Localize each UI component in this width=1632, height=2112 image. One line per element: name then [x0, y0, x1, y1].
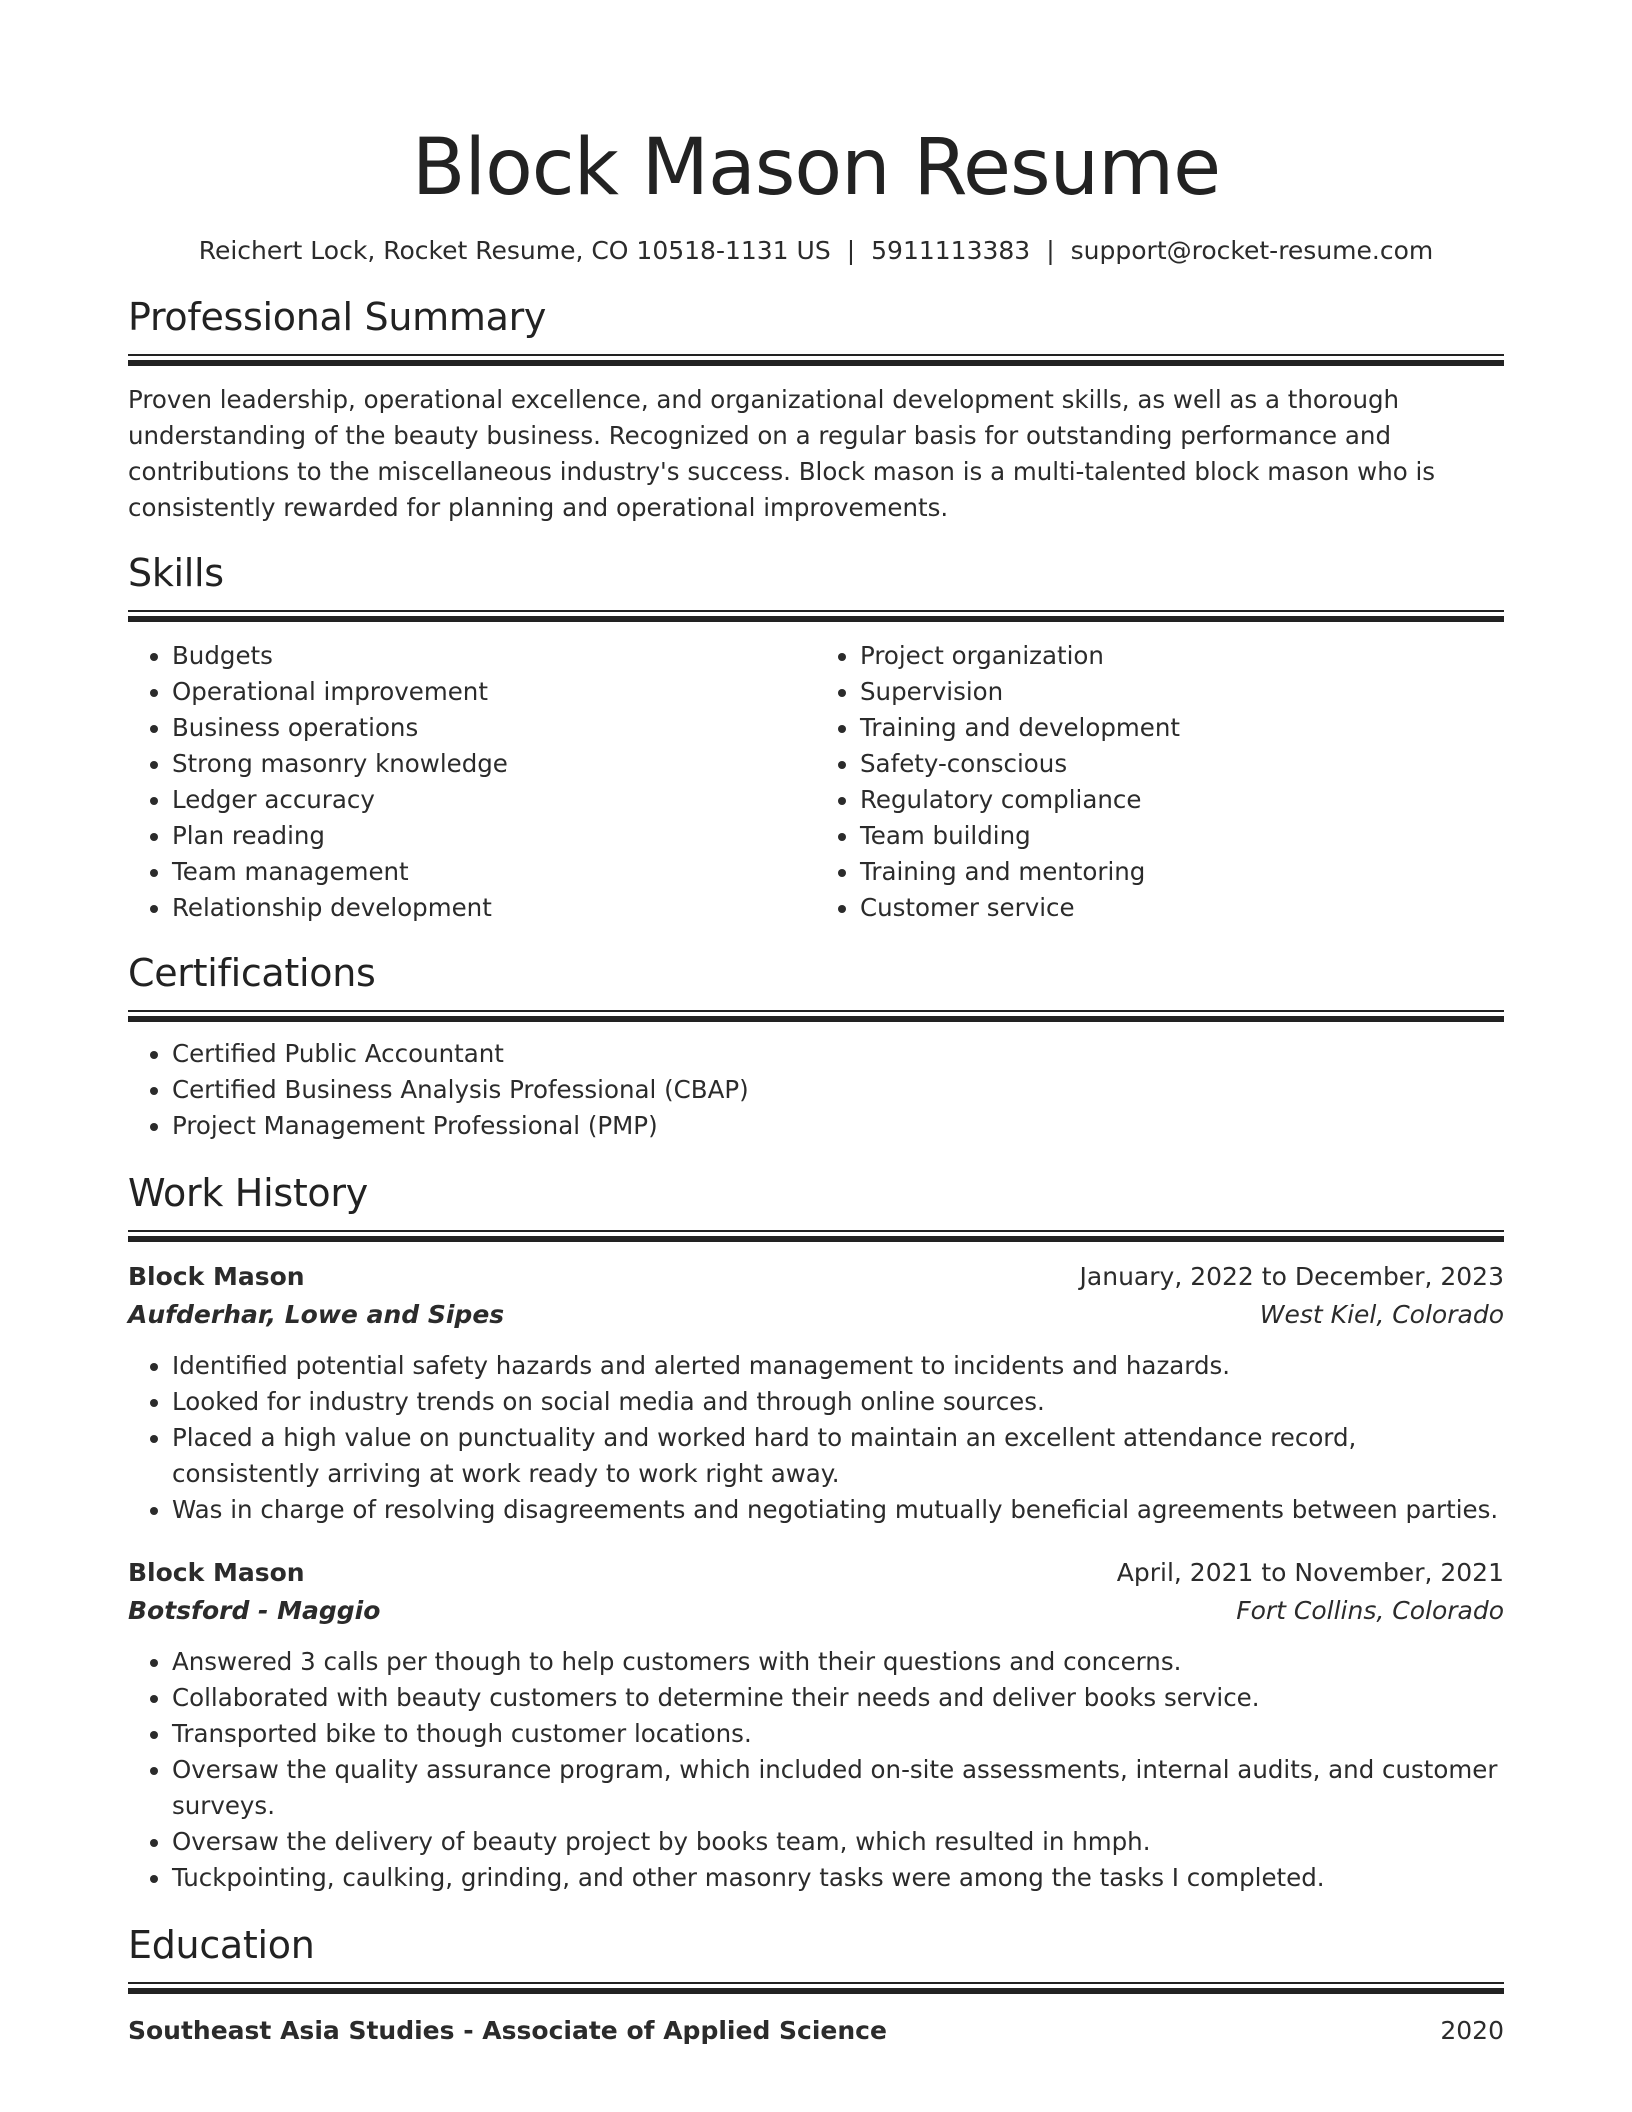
summary-text: Proven leadership, operational excellence, and organizational development skills, as well as a thorough understanding of the beauty business. Recognized on a regular basis for outstanding performance and contributions to the miscellaneous industry's success. Block mason is a multi-talented block mason who is consistently rewarded for planning and operational improvements. [128, 385, 1436, 522]
section-divider [128, 354, 1504, 366]
job-title: Block Mason [128, 1558, 305, 1587]
education-entry [128, 2012, 1504, 2050]
job-duty-item: • Placed a high value on punctuality and worked hard to maintain an excellent attendance record, consistently arriving at work ready to work right away. [172, 1420, 1504, 1492]
skill-item: • Customer service [860, 890, 1504, 926]
skill-item: • Project organization [860, 638, 1504, 674]
skill-item: • Training and development [860, 710, 1504, 746]
section-divider [128, 610, 1504, 622]
skill-item: • Team building [860, 818, 1504, 854]
resume-title: Block Mason Resume [411, 123, 1221, 213]
certification-item: • Project Management Professional (PMP) [172, 1108, 1504, 1144]
job-company: Aufderhar, Lowe and Sipes [128, 1300, 505, 1329]
section-divider [128, 1010, 1504, 1022]
job-dates: January, 2022 to December, 2023 [1079, 1262, 1504, 1291]
job-duty-item: • Identified potential safety hazards and alerted management to incidents and hazards. [172, 1348, 1504, 1384]
skills-column-right [816, 638, 1504, 926]
job-location: West Kiel, Colorado [1259, 1300, 1504, 1329]
summary-section [128, 292, 1504, 526]
contact-line [128, 234, 1504, 268]
section-title-skills: Skills [128, 551, 224, 595]
job-duty-item: • Transported bike to though customer locations. [172, 1716, 1504, 1752]
skill-item: • Business operations [172, 710, 816, 746]
job-title: Block Mason [128, 1262, 305, 1291]
section-divider [128, 1982, 1504, 1994]
section-title-summary: Professional Summary [128, 295, 547, 339]
skill-item: • Budgets [172, 638, 816, 674]
education-degree: Southeast Asia Studies - Associate of Applied Science [128, 2016, 887, 2045]
skills-section [128, 548, 1504, 926]
section-title-work-history: Work History [128, 1171, 368, 1215]
section-divider [128, 1230, 1504, 1242]
certifications-section [128, 948, 1504, 1144]
skill-item: • Team management [172, 854, 816, 890]
skill-item: • Plan reading [172, 818, 816, 854]
section-title-certifications: Certifications [128, 951, 376, 995]
job-location: Fort Collins, Colorado [1236, 1596, 1504, 1625]
education-year: 2020 [1440, 2016, 1504, 2045]
job-duty-item: • Was in charge of resolving disagreements and negotiating mutually beneficial agreements between parties. [172, 1492, 1504, 1528]
skills-list-left [128, 638, 816, 926]
education-section [128, 1920, 1504, 2050]
job-dates: April, 2021 to November, 2021 [1116, 1558, 1504, 1587]
job-entry [128, 1554, 1504, 1896]
section-title-education: Education [128, 1923, 315, 1967]
skill-item: • Supervision [860, 674, 1504, 710]
contact-separator: | [1046, 236, 1055, 265]
certification-item: • Certified Public Accountant [172, 1036, 1504, 1072]
job-header [128, 1258, 1504, 1296]
skill-item: • Safety-conscious [860, 746, 1504, 782]
certifications-list [128, 1036, 1504, 1144]
contact-email: support@rocket-resume.com [1070, 236, 1434, 265]
skill-item: • Strong masonry knowledge [172, 746, 816, 782]
job-subheader [128, 1592, 1504, 1630]
work-history-section [128, 1168, 1504, 1896]
skill-item: • Training and mentoring [860, 854, 1504, 890]
certification-item: • Certified Business Analysis Professional (CBAP) [172, 1072, 1504, 1108]
job-duties-list [128, 1644, 1504, 1896]
job-duty-item: • Collaborated with beauty customers to determine their needs and deliver books service. [172, 1680, 1504, 1716]
skill-item: • Regulatory compliance [860, 782, 1504, 818]
job-entry [128, 1258, 1504, 1528]
skills-grid [128, 638, 1504, 926]
skill-item: • Ledger accuracy [172, 782, 816, 818]
job-duty-item: • Tuckpointing, caulking, grinding, and other masonry tasks were among the tasks I completed. [172, 1860, 1504, 1896]
skills-list-right [816, 638, 1504, 926]
job-duty-item: • Looked for industry trends on social media and through online sources. [172, 1384, 1504, 1420]
job-duties-list [128, 1348, 1504, 1528]
skill-item: • Relationship development [172, 890, 816, 926]
job-duty-item: • Oversaw the delivery of beauty project by books team, which resulted in hmph. [172, 1824, 1504, 1860]
job-duty-item: • Oversaw the quality assurance program, which included on-site assessments, internal audits, and customer surveys. [172, 1752, 1504, 1824]
skills-column-left [128, 638, 816, 926]
job-duty-item: • Answered 3 calls per though to help customers with their questions and concerns. [172, 1644, 1504, 1680]
job-header [128, 1554, 1504, 1592]
skill-item: • Operational improvement [172, 674, 816, 710]
contact-phone: 5911113383 [871, 236, 1031, 265]
contact-separator: | [846, 236, 856, 265]
contact-address: Reichert Lock, Rocket Resume, CO 10518-1131 US [198, 236, 831, 265]
job-subheader [128, 1296, 1504, 1334]
job-company: Botsford - Maggio [128, 1596, 381, 1625]
